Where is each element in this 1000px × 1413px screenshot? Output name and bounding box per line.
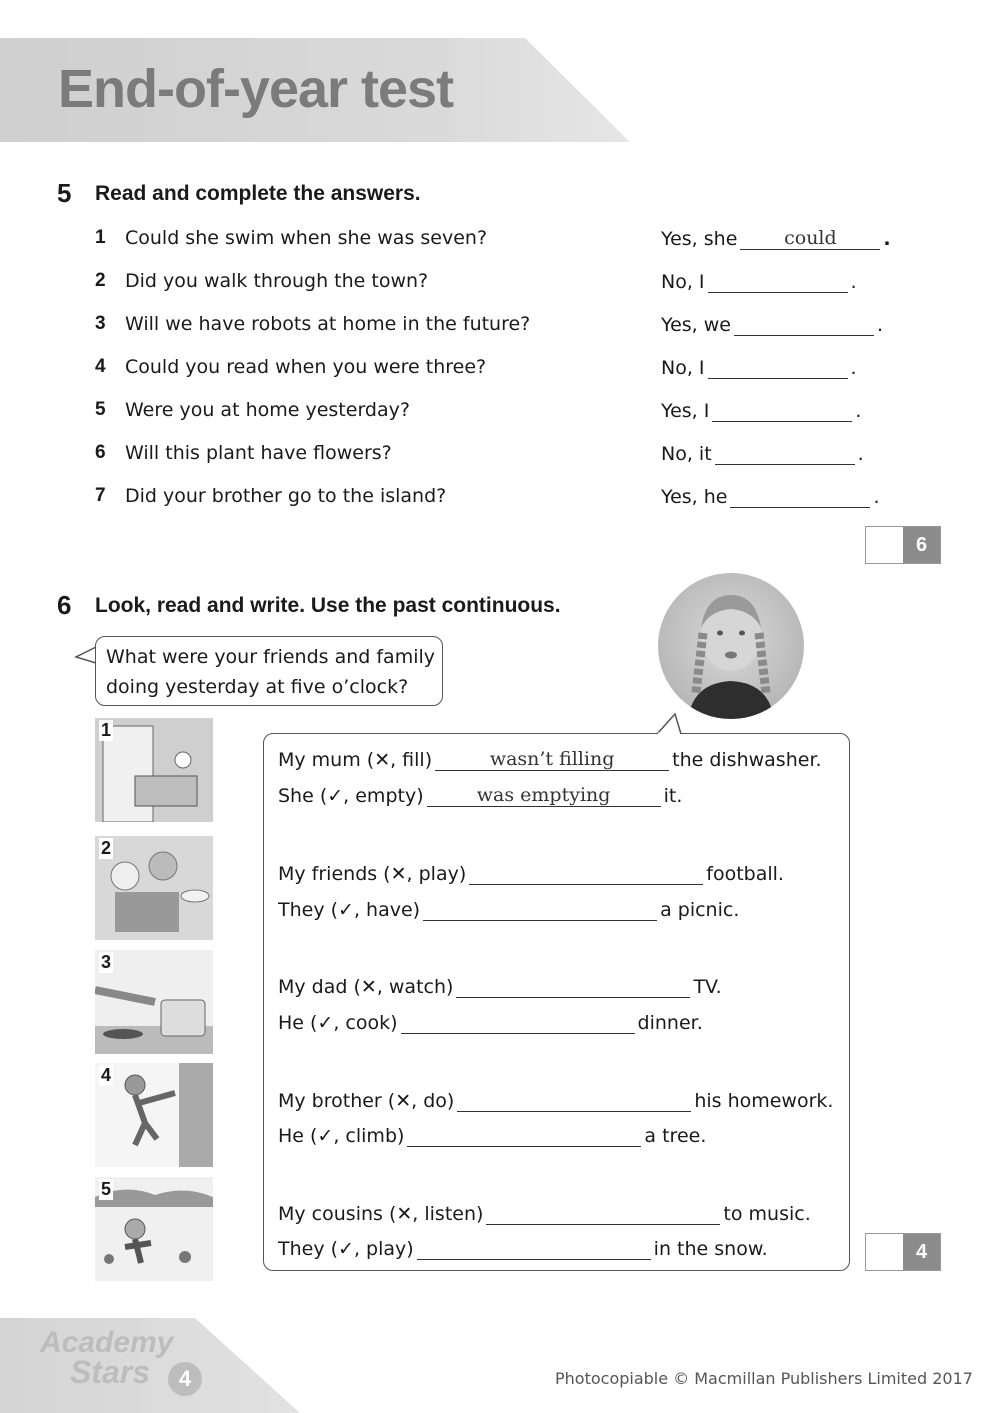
question-number: 6 — [95, 442, 106, 463]
score-total: 4 — [903, 1234, 940, 1270]
picture-number: 1 — [101, 720, 112, 740]
sentence-start: My brother (✕, do) — [278, 1090, 455, 1112]
sentence-start: They (✓, play) — [278, 1238, 414, 1260]
logo-stars: Stars — [70, 1354, 151, 1390]
exercise-5-title: Read and complete the answers. — [95, 182, 421, 205]
picture-number: 3 — [101, 952, 112, 972]
sentence-start: My friends (✕, play) — [278, 863, 467, 885]
girl-portrait — [658, 573, 804, 719]
answer-period: . — [876, 314, 884, 336]
bubble-line-1: What were your friends and family — [106, 646, 436, 668]
score-total: 6 — [903, 527, 940, 563]
question-number: 4 — [95, 356, 106, 377]
sentence-end: dinner. — [637, 1012, 703, 1034]
picture-snow — [95, 1177, 213, 1281]
answer-period: . — [850, 357, 857, 379]
sentence-end: a tree. — [644, 1125, 707, 1147]
answer-prefix: Yes, we — [661, 314, 731, 336]
sentence-start: He (✓, cook) — [278, 1012, 398, 1034]
question-row — [95, 356, 935, 386]
question-row — [95, 442, 935, 472]
answer-field[interactable]: was emptying — [427, 784, 661, 807]
answer-field[interactable] — [469, 862, 703, 885]
sentence-line — [278, 1237, 768, 1267]
answer-field[interactable] — [486, 1202, 720, 1225]
answer-period: . — [873, 486, 880, 508]
answer-field[interactable] — [457, 1089, 691, 1112]
sentence-start: My mum (✕, fill) — [278, 749, 433, 771]
question-text: Did your brother go to the island? — [125, 485, 447, 507]
score-box-exercise-5 — [865, 526, 941, 564]
sentence-start: They (✓, have) — [278, 899, 421, 921]
page-title: End-of-year test — [58, 59, 454, 119]
sentence-start: She (✓, empty) — [278, 785, 424, 807]
exercise-6-title: Look, read and write. Use the past continuous. — [95, 594, 561, 617]
sentence-end: TV. — [693, 976, 722, 998]
bubble-line-2: doing yesterday at five o’clock? — [106, 676, 409, 698]
score-input[interactable] — [866, 527, 904, 563]
picture-dishwasher — [95, 718, 213, 822]
picture-climbing — [95, 1063, 213, 1167]
picture-number: 2 — [101, 838, 112, 858]
answer-prefix: No, I — [661, 357, 705, 379]
logo-academy: Academy — [40, 1326, 174, 1359]
question-text: Were you at home yesterday? — [125, 399, 410, 421]
question-row — [95, 485, 935, 515]
question-row — [95, 270, 935, 300]
speech-bubble — [95, 636, 443, 706]
answer-field[interactable] — [456, 975, 690, 998]
answer-field[interactable] — [712, 399, 852, 422]
answer-field[interactable] — [708, 356, 848, 379]
question-text: Could she swim when she was seven? — [125, 227, 488, 249]
question-text: Will we have robots at home in the future? — [125, 313, 531, 335]
question-number: 2 — [95, 270, 106, 291]
sentence-end: in the snow. — [653, 1238, 768, 1260]
sentence-end: a picnic. — [660, 899, 740, 921]
question-number: 7 — [95, 485, 106, 506]
answer-prefix: Yes, I — [661, 400, 710, 422]
answer-period: . — [857, 443, 864, 465]
sentence-line — [278, 784, 682, 814]
answer-prefix: Yes, she — [661, 228, 738, 250]
picture-number: 4 — [101, 1065, 112, 1085]
answer-box-tail — [655, 713, 685, 735]
copyright-notice: Photocopiable © Macmillan Publishers Limited 2017 — [555, 1369, 973, 1388]
sentence-line — [278, 1089, 833, 1119]
answer-field[interactable] — [734, 313, 874, 336]
sentence-line — [278, 898, 739, 928]
score-box-exercise-6 — [865, 1233, 941, 1271]
girl-portrait-image — [658, 573, 804, 719]
sentence-end: football. — [706, 863, 784, 885]
answer-prefix: Yes, he — [661, 486, 728, 508]
exercise-5-number: 5 — [57, 178, 72, 208]
question-number: 1 — [95, 227, 106, 248]
answer-field[interactable] — [730, 485, 870, 508]
answer-prefix: No, I — [661, 271, 705, 293]
sentence-line — [278, 1124, 706, 1154]
answer-period: . — [855, 400, 862, 422]
sentence-end: the dishwasher. — [672, 749, 822, 771]
sentence-line — [278, 1011, 703, 1041]
score-input[interactable] — [866, 1234, 904, 1270]
sentence-start: My cousins (✕, listen) — [278, 1203, 484, 1225]
answer-field[interactable] — [423, 898, 657, 921]
question-number: 3 — [95, 313, 106, 334]
answer-field[interactable] — [417, 1237, 651, 1260]
picture-cooking — [95, 950, 213, 1054]
sentence-end: his homework. — [694, 1090, 834, 1112]
question-row — [95, 399, 935, 429]
question-row — [95, 227, 935, 257]
question-number: 5 — [95, 399, 106, 420]
logo-level-badge: 4 — [168, 1362, 202, 1396]
answer-period: . — [850, 271, 857, 293]
exercise-6-number: 6 — [57, 590, 72, 620]
question-text: Did you walk through the town? — [125, 270, 429, 292]
answer-prefix: No, it — [661, 443, 712, 465]
sentence-line — [278, 862, 784, 892]
sentence-end: to music. — [723, 1203, 811, 1225]
answer-field[interactable]: wasn’t filling — [435, 748, 669, 771]
sentence-line — [278, 975, 722, 1005]
sentence-end: it. — [663, 785, 683, 807]
answer-period: . — [883, 228, 891, 250]
answer-field[interactable] — [401, 1011, 635, 1034]
sentence-line — [278, 1202, 811, 1232]
question-text: Could you read when you were three? — [125, 356, 487, 378]
answer-field[interactable] — [715, 442, 855, 465]
picture-number: 5 — [101, 1179, 112, 1199]
sentence-start: My dad (✕, watch) — [278, 976, 454, 998]
answer-field[interactable] — [407, 1124, 641, 1147]
question-row — [95, 313, 935, 343]
answer-field[interactable]: could — [740, 227, 880, 250]
question-text: Will this plant have flowers? — [125, 442, 392, 464]
answer-field[interactable] — [708, 270, 848, 293]
sentence-line — [278, 748, 822, 778]
sentence-start: He (✓, climb) — [278, 1125, 405, 1147]
picture-picnic — [95, 836, 213, 940]
